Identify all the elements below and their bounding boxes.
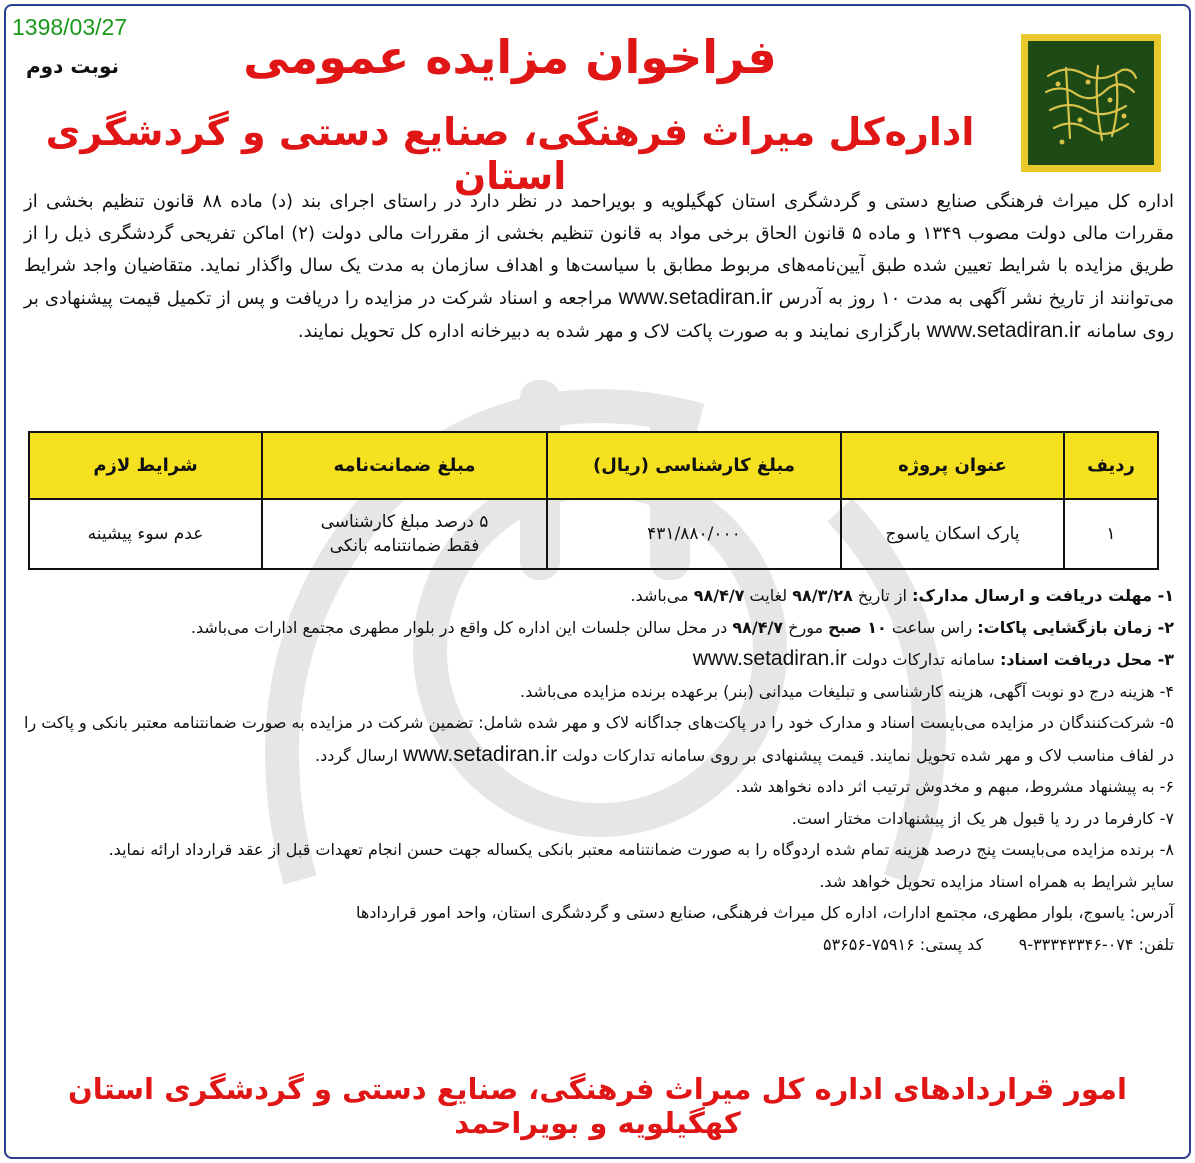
notice-subtitle: اداره‌کل میراث فرهنگی، صنایع دستی و گردشگری استان: [45, 110, 975, 198]
term-1-text-b: لغایت: [749, 586, 788, 605]
notice-title: فراخوان مزایده عمومی: [243, 30, 777, 84]
intro-paragraph: [24, 186, 1174, 348]
term-6: ۶- به پیشنهاد مشروط، مبهم و مخدوش ترتیب اثر داده نخواهد شد.: [735, 777, 1174, 796]
term-1-text-a: از تاریخ: [857, 586, 907, 605]
table-row: [29, 499, 1158, 569]
auction-table: [28, 431, 1159, 570]
term-4: ۴- هزینه درج دو نوبت آگهی، هزینه کارشناسی و تبلیغات میدانی (بنر) برعهده برنده مزایده می‌باشد.: [520, 681, 1174, 701]
calligraphy-emblem-icon: [1036, 48, 1146, 158]
intro-url-1[interactable]: www.setadiran.ir: [618, 286, 773, 309]
postal-code: ۷۵۹۱۶-۵۳۶۵۶: [822, 934, 915, 954]
phone-number: ۰۷۴-۳۳۳۴۳۳۴۶-۹: [1018, 934, 1134, 954]
guarantee-line-2: فقط ضمانتنامه بانکی: [329, 536, 480, 556]
table-header-row: [29, 432, 1158, 499]
intro-url-2[interactable]: www.setadiran.ir: [926, 319, 1081, 342]
address-line: آدرس: یاسوج، بلوار مطهری، مجتمع ادارات، اداره کل میراث فرهنگی، صنایع دستی و گردشگری استان، واحد امور قراردادها: [356, 903, 1174, 922]
term-5-text: ۵- شرکت‌کنندگان در مزایده می‌بایست اسناد و مدارک خود را در پاکت‌های جداگانه لاک و مهر شده شامل: تضمین شرکت در مزایده به صورت ضمانتنامه معتبر بانکی و پاکت را در لفاف مناسب لاک و مهر شده تحویل نمایند. قیمت پیشنهادی بر روی سامانه تدارکات دولت: [24, 713, 1174, 765]
term-2-date: ۹۸/۴/۷: [732, 617, 784, 637]
header-expert-price: مبلغ کارشناسی (ریال): [547, 432, 841, 499]
term-7: ۷- کارفرما در رد یا قبول هر یک از پیشنهادات مختار است.: [791, 808, 1174, 828]
date-stamp: 1398/03/27: [8, 14, 131, 41]
term-5-end: ارسال گردد.: [314, 745, 398, 765]
term-1-start-date: ۹۸/۳/۲۸: [792, 586, 853, 605]
cell-project-title: پارک اسکان یاسوج: [841, 499, 1064, 569]
term-1: [24, 580, 1174, 612]
term-3-text: سامانه تدارکات دولت: [851, 650, 995, 669]
term-2: [24, 612, 1174, 644]
term-1-text-c: می‌باشد.: [630, 586, 689, 605]
intro-text: اداره کل میراث فرهنگی صنایع دستی و گردشگری استان کهگیلویه و بویراحمد در نظر دارد در راستای اجرای بند (د) ماده ۸۸ قانون تنظیم بخشی از مقررات مالی دولت مصوب ۱۳۴۹ و ماده ۵ قانون الحاق برخی مواد به قانون تنظیم بخشی از مقررات مالی دولت (۲) اماکن تفریحی گردشگری ذیل را از طریق مزایده با شرایط تعیین شده طبق آیین‌نامه‌های مربوط مطابق با سیاست‌ها و اهداف سازمان به مدت یک سال واگذار نماید. متقاضیان واجد شرایط می‌توانند از تاریخ نشر آگهی به مدت ۱۰ روز به آدرس: [24, 191, 1175, 309]
term-2-text-b: مورخ: [788, 617, 824, 637]
term-2-label: ۲- زمان بازگشایی پاکات:: [977, 617, 1174, 637]
contact-line: [24, 929, 1174, 961]
header-required-conditions: شرایط لازم: [29, 432, 262, 499]
term-5: [24, 707, 1174, 771]
term-2-text-a: راس ساعت: [891, 617, 973, 637]
header-row-number: ردیف: [1064, 432, 1158, 499]
term-5-url[interactable]: www.setadiran.ir: [403, 742, 558, 766]
phone-label: تلفن:: [1138, 934, 1174, 954]
postal-label: کد پستی:: [919, 934, 984, 954]
term-8: ۸- برنده مزایده می‌بایست پنج درصد هزینه تمام شده اردوگاه را به صورت ضمانتنامه معتبر بانکی یکساله جهت حسن انجام تعهدات قبل از عقد قرارداد ارائه نماید.: [108, 840, 1174, 859]
term-2-text-c: در محل سالن جلسات این اداره کل واقع در بلوار مطهری مجتمع ادارات می‌باشد.: [190, 617, 728, 637]
guarantee-line-1: ۵ درصد مبلغ کارشناسی: [320, 512, 489, 532]
term-2-time: ۱۰ صبح: [828, 617, 887, 637]
term-1-end-date: ۹۸/۴/۷: [693, 586, 745, 605]
footer-publisher: امور قراردادهای اداره کل میراث فرهنگی، صنایع دستی و گردشگری استان کهگیلویه و بویراحمد: [68, 1072, 1127, 1140]
cell-expert-price: ۴۳۱/۸۸۰/۰۰۰: [547, 499, 841, 569]
intro-text-3: بارگزاری نمایند و به صورت پاکت لاک و مهر شده به دبیرخانه اداره کل تحویل نمایند.: [297, 321, 921, 342]
cell-required-conditions: عدم سوء پیشینه: [29, 499, 262, 569]
organization-logo: [1021, 34, 1161, 172]
other-conditions: سایر شرایط به همراه اسناد مزایده تحویل خواهد شد.: [819, 871, 1174, 891]
term-3: [24, 643, 1174, 676]
header-guarantee-amount: مبلغ ضمانت‌نامه: [262, 432, 547, 499]
round-label: نوبت دوم: [26, 54, 120, 78]
terms-list: [24, 580, 1174, 960]
term-3-label: ۳- محل دریافت اسناد:: [999, 650, 1174, 669]
term-1-label: ۱- مهلت دریافت و ارسال مدارک:: [912, 586, 1174, 605]
term-3-url[interactable]: www.setadiran.ir: [692, 647, 847, 670]
cell-row-number: ۱: [1064, 499, 1158, 569]
header-project-title: عنوان پروژه: [841, 432, 1064, 499]
cell-guarantee-amount: [262, 499, 547, 569]
intro-text-2: مراجعه و اسناد شرکت در مزایده را دریافت و پس از تکمیل قیمت پیشنهادی بر روی سامانه: [24, 288, 1174, 342]
